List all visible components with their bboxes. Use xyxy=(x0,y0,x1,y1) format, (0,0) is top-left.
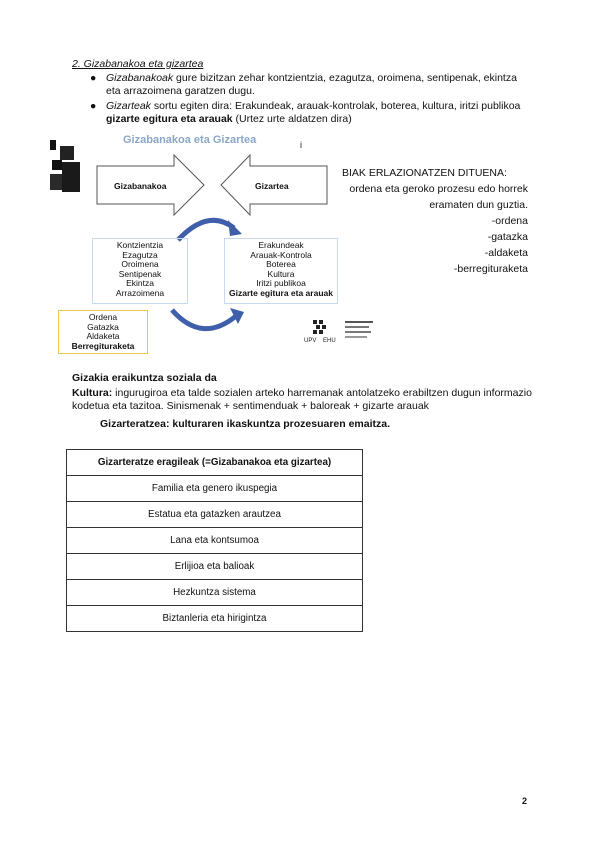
right-arrow-label: Gizartea xyxy=(255,181,289,191)
table-row xyxy=(67,606,363,632)
bullet-list xyxy=(88,72,528,128)
bullet-item xyxy=(88,100,528,126)
list-item: Sentipenak xyxy=(118,268,162,279)
bullet-lead: Gizabanakoak xyxy=(106,72,174,84)
table-row xyxy=(67,476,363,502)
list-item: Gizarte egitura eta arauak xyxy=(229,287,333,298)
bullet-icon: ● xyxy=(90,100,97,112)
list-item: Iritzi publikoa xyxy=(256,278,306,289)
table-cell: Hezkuntza sistema xyxy=(67,580,363,606)
kultura-text: ingurugiroa eta talde sozialen arteko harremanak antolatzeko erabiltzen dugun informazio kodetua eta tazitoa. Sinismenak + sentimenduak + baloreak + gizarte arauak xyxy=(72,387,532,412)
table-cell: Familia eta genero ikuspegia xyxy=(67,476,363,502)
table-cell: Erlijioa eta balioak xyxy=(67,554,363,580)
list-item: Kultura xyxy=(267,268,295,279)
list-item: Oroimena xyxy=(121,259,159,270)
list-item: Arrazoimena xyxy=(115,287,165,298)
svg-text:UPV: UPV xyxy=(304,338,317,344)
table-row xyxy=(67,528,363,554)
note-line: -berregituraketa xyxy=(453,263,528,275)
diagram-title: Gizabanakoa eta Gizartea xyxy=(123,134,257,146)
list-item: Boterea xyxy=(266,259,296,270)
table-row xyxy=(67,580,363,606)
note-line: ordena eta geroko prozesu edo horrek xyxy=(349,183,528,195)
individual-list xyxy=(92,238,188,304)
svg-text:EHU: EHU xyxy=(323,338,336,344)
table-cell: Biztanleria eta hirigintza xyxy=(67,606,363,632)
table-row xyxy=(67,554,363,580)
result-item: Berregituraketa xyxy=(71,340,135,351)
subheading: Gizakia eraikuntza soziala da xyxy=(72,372,217,384)
bullet-tail: (Urtez urte aldatzen dira) xyxy=(232,113,352,125)
table-cell: Lana eta kontsumoa xyxy=(67,528,363,554)
kultura-label: Kultura: xyxy=(72,387,113,399)
list-item: Ezagutza xyxy=(122,249,158,260)
result-item: Aldaketa xyxy=(86,331,120,342)
bullet-bold: gizarte egitura eta arauak xyxy=(106,113,233,125)
result-box xyxy=(58,310,148,354)
left-arrow-label: Gizabanakoa xyxy=(114,181,167,191)
bullet-lead: Gizarteak xyxy=(106,100,151,112)
table-header: Gizarteratze eragileak (=Gizabanakoa eta gizartea) xyxy=(67,450,363,476)
table-row xyxy=(67,502,363,528)
result-item: Ordena xyxy=(88,312,118,322)
note-line: -gatazka xyxy=(487,231,528,243)
list-item: Kontzientzia xyxy=(116,240,164,250)
cycle-arrow-bottom-icon xyxy=(168,306,246,336)
bullet-icon: ● xyxy=(90,72,97,84)
list-item: Arauak-Kontrola xyxy=(250,249,312,260)
gizarteratzea-line: Gizarteratzea: kulturaren ikaskuntza prozesuaren emaitza. xyxy=(100,418,391,430)
kultura-paragraph xyxy=(72,387,532,413)
agents-table xyxy=(66,449,363,632)
scribble-image xyxy=(48,136,82,194)
list-item: Ekintza xyxy=(126,278,154,289)
page-number: 2 xyxy=(522,796,528,806)
table-cell: Estatua eta gatazken arautzea xyxy=(67,502,363,528)
university-logo xyxy=(303,318,383,344)
society-list xyxy=(224,238,338,304)
note-line: eramaten dun guztia. xyxy=(429,199,528,211)
note-line: BIAK ERLAZIONATZEN DITUENA: xyxy=(342,167,507,179)
result-item: Gatazka xyxy=(87,321,119,332)
bullet-text: gure bizitzan zehar kontzientzia, ezagutza, oroimena, sentipenak, ekintza eta arrazoimena garatzen dugu. xyxy=(106,72,517,97)
list-item: Erakundeak xyxy=(258,240,304,250)
relation-notes xyxy=(330,165,528,277)
note-line: -ordena xyxy=(491,215,528,227)
diagram-mark: i xyxy=(300,140,302,150)
section-heading: 2. Gizabanakoa eta gizartea xyxy=(72,58,204,70)
bullet-text: sortu egiten dira: Erakundeak, arauak-kontrolak, boterea, kultura, iritzi publikoa xyxy=(150,100,521,112)
bullet-item xyxy=(88,72,528,98)
note-line: -aldaketa xyxy=(484,247,528,259)
